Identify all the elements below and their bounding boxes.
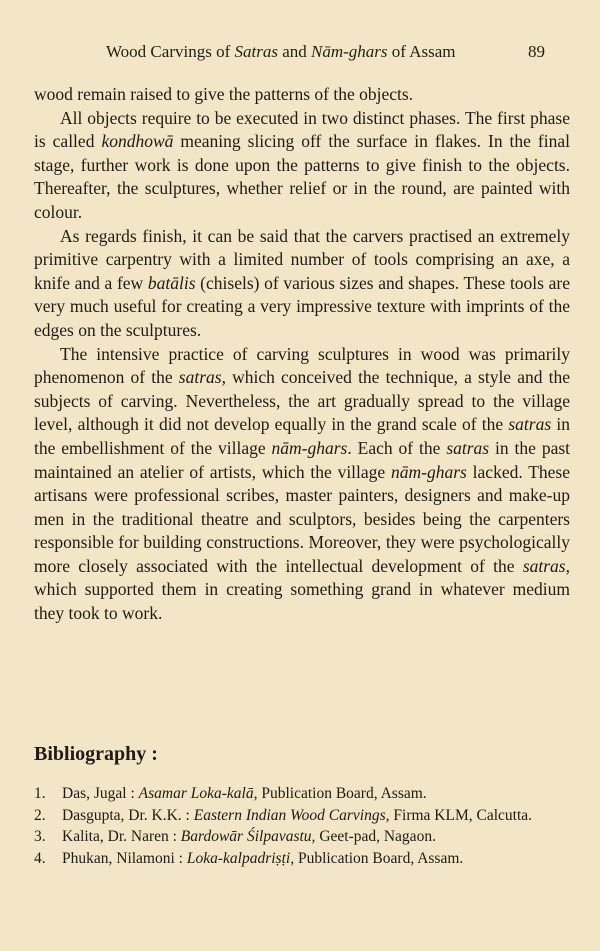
entry-number: 2. <box>34 806 46 824</box>
entry-title: Asamar Loka-kalā, <box>138 785 258 802</box>
entry-title: Bardowār Śilpavastu, <box>180 828 316 845</box>
text-run: All objects require to be executed in two distinct phases. The first phase is called <box>34 107 570 152</box>
text-run: (chisels) of various sizes and shapes. These tools are very much useful for creating a very impressive texture with imprints of the edges on the sculptures. <box>34 272 570 340</box>
entry-publisher: Geet-pad, Nagaon. <box>315 828 436 845</box>
entry-number: 4. <box>34 849 46 867</box>
bibliography-entry <box>34 848 570 870</box>
entry-title: Eastern Indian Wood Carvings, <box>193 806 390 824</box>
running-title-italic: Satras <box>234 42 278 61</box>
text-run: meaning slicing off the surface in flakes. In the final stage, further work is done upon the patterns to give finish to the objects. Thereafter, the sculptures, whether relief or in the round, are painted with colour. <box>34 131 570 222</box>
running-title-italic: Nām-ghars <box>311 42 388 61</box>
text-run: in the past maintained an atelier of artists, which the village <box>34 437 571 482</box>
text-run: As regards finish, it can be said that the carvers practised an extremely primitive carpentry with a limited number of tools comprising an axe, a knife and a few <box>34 225 570 293</box>
bibliography-entry <box>34 783 570 805</box>
text-run: The intensive practice of carving sculptures in wood was primarily phenomenon of the <box>34 343 570 388</box>
text-run: lacked. These artisans were professional scribes, master painters, designers and make-up men in the traditional theatre and sculptors, besides being the carpenters responsible for building constructions. Moreover, they were psychologically more closely associated with the intellectual development of the <box>34 461 570 576</box>
italic-term: batālis <box>147 272 196 293</box>
bibliography-list <box>34 783 570 869</box>
entry-author: Das, Jugal : <box>62 785 139 802</box>
text-run: , which supported them in creating something grand in whatever medium they took to work. <box>34 555 570 624</box>
entry-number: 3. <box>34 828 46 845</box>
running-title-part: and <box>277 42 311 61</box>
paragraph-1 <box>34 83 570 107</box>
text-run: . Each of the <box>347 437 447 458</box>
body-text <box>34 83 570 626</box>
entry-publisher: Publication Board, Assam. <box>257 785 427 802</box>
bibliography-section <box>34 741 570 869</box>
paragraph-3 <box>34 225 570 343</box>
running-title <box>106 40 506 64</box>
page-number: 89 <box>528 42 545 61</box>
bibliography-entry <box>34 826 570 848</box>
running-title-part: of Assam <box>387 42 456 61</box>
running-head <box>0 40 600 64</box>
paragraph-2 <box>34 107 570 225</box>
bibliography-heading: Bibliography : <box>34 743 158 765</box>
paragraph-4 <box>34 343 570 626</box>
entry-author: Phukan, Nilamoni : <box>62 849 187 867</box>
entry-publisher: Firma KLM, Calcutta. <box>389 806 533 824</box>
text-run: in the embellishment of the village <box>34 414 570 458</box>
running-title-part: Wood Carvings of <box>106 42 235 61</box>
text-run: wood remain raised to give the patterns of the objects. <box>34 84 414 104</box>
entry-title: Loka-kalpadriṣṭi, <box>186 849 295 867</box>
italic-term: nām-ghars <box>391 461 467 482</box>
bibliography-entry <box>34 805 570 827</box>
entry-number: 1. <box>34 785 46 802</box>
italic-term: satras <box>508 414 552 435</box>
entry-publisher: Publication Board, Assam. <box>294 849 464 867</box>
italic-term: satras <box>522 555 566 576</box>
italic-term: satras <box>178 367 222 388</box>
text-run: , which conceived the technique, a style and the subjects of carving. Nevertheless, the art gradually spread to the village level, although it did not develop equally in the grand scale of the <box>34 367 571 435</box>
italic-term: kondhowā <box>101 131 174 152</box>
italic-term: nām-ghars <box>271 437 348 458</box>
italic-term: satras <box>446 437 490 458</box>
entry-author: Kalita, Dr. Naren : <box>62 828 181 845</box>
entry-author: Dasgupta, Dr. K.K. : <box>62 806 194 824</box>
